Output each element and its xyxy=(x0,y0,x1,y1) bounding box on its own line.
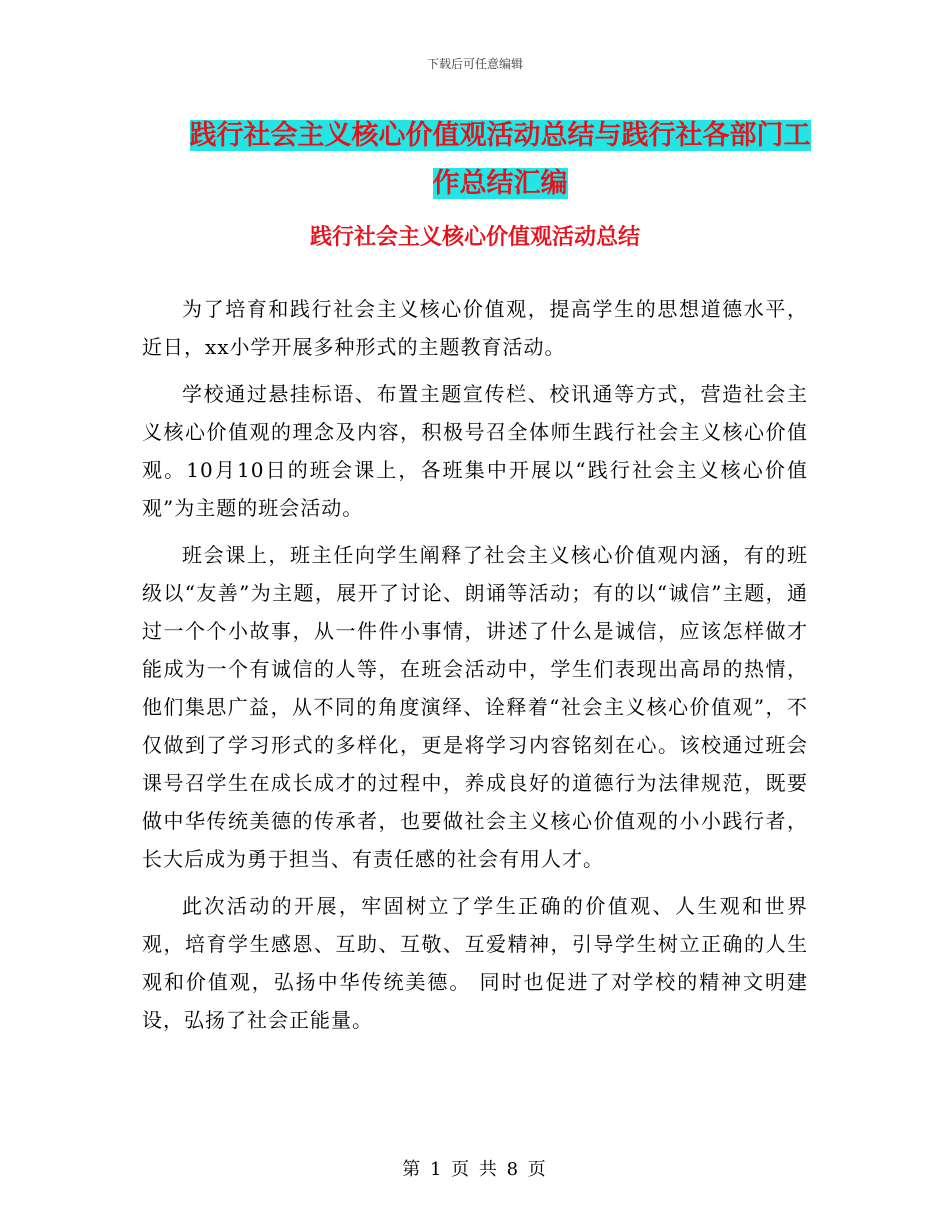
page-footer: 第 1 页 共 8 页 xyxy=(402,1159,548,1180)
header-note: 下载后可任意编辑 xyxy=(426,57,523,71)
paragraph: 为了培育和践行社会主义核心价值观，提高学生的思想道德水平，近日，xx小学开展多种形式的主题教育活动。 xyxy=(142,297,808,359)
document-title-line-2: 作总结汇编 xyxy=(432,168,568,199)
paragraph: 学校通过悬挂标语、布置主题宣传栏、校讯通等方式，营造社会主义核心价值观的理念及内容，积极号召全体师生践行社会主义核心价值观。10月10日的班会课上，各班集中开展以“践行社会主义核心价值观”为主题的班会活动。 xyxy=(142,382,808,520)
document-body xyxy=(142,290,808,1048)
document-title xyxy=(140,112,860,208)
section-title: 践行社会主义核心价值观活动总结 xyxy=(309,225,640,250)
paragraph: 班会课上，班主任向学生阐释了社会主义核心价值观内涵，有的班级以“友善”为主题，展开了讨论、朗诵等活动；有的以“诚信”主题，通过一个个小故事，从一件件小事情，讲述了什么是诚信，应该怎样做才能成为一个有诚信的人等，在班会活动中，学生们表现出高昂的热情，他们集思广益，从不同的角度演绎、诠释着“社会主义核心价值观”，不仅做到了学习形式的多样化，更是将学习内容铭刻在心。该校通过班会课号召学生在成长成才的过程中，养成良好的道德行为法律规范，既要做中华传统美德的传承者，也要做社会主义核心价值观的小小践行者，长大后成为勇于担当、有责任感的社会有用人才。 xyxy=(142,543,808,871)
document-title-line-1: 践行社会主义核心价值观活动总结与践行社各部门工 xyxy=(189,120,811,151)
paragraph: 此次活动的开展，牢固树立了学生正确的价值观、人生观和世界观，培育学生感恩、互助、互敬、互爱精神，引导学生树立正确的人生观和价值观，弘扬中华传统美德。 同时也促进了对学校的精神文明建设，弘扬了社会正能量。 xyxy=(142,894,808,1032)
